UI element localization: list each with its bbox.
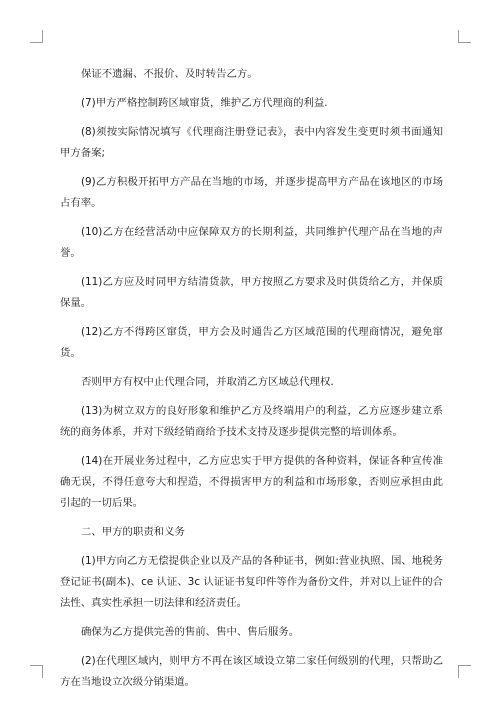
crop-mark-bottom-right: [458, 665, 471, 678]
paragraph-duty-2: (2)在代理区域内，则甲方不再在该区域设立第二家任何级别的代理，只帮助乙方在当地设立次级分销渠道。: [60, 655, 443, 688]
paragraph-clause-9: (9)乙方积极开拓甲方产品在当地的市场，并逐步提高甲方产品在该地区的市场占有率。: [60, 176, 443, 209]
paragraph-clause-7: (7)甲方严格控制跨区域窜货，维护乙方代理商的利益.: [81, 97, 328, 109]
paragraph-clause-10: (10)乙方在经营活动中应保障双方的长期利益，共同维护代理产品在当地的声誉。: [60, 226, 443, 259]
crop-mark-top-right: [458, 30, 471, 43]
crop-mark-top-left: [30, 30, 43, 43]
document-body: [60, 64, 443, 701]
paragraph-continuation: 保证不遗漏、不报价、及时转告乙方。: [81, 68, 258, 80]
crop-mark-bottom-left: [30, 665, 43, 678]
paragraph-clause-13: (13)为树立双方的良好形象和维护乙方及终端用户的利益，乙方应逐步建立系统的商务体系，并对下级经销商给予技术支持及逐步提供完整的培训体系。: [60, 405, 443, 438]
paragraph-clause-14: (14)在开展业务过程中，乙方应忠实于甲方提供的各种资料，保证各种宣传准确无误，不得任意夸大和捏造，不得损害甲方的利益和市场形象，否则应承担由此引起的一切后果。: [60, 455, 443, 509]
paragraph-clause-12-continued: 否则甲方有权中止代理合同，并取消乙方区域总代理权.: [81, 376, 334, 388]
paragraph-clause-11: (11)乙方应及时同甲方结清货款，甲方按照乙方要求及时供货给乙方，并保质保量。: [60, 276, 443, 309]
paragraph-duty-1: (1)甲方向乙方无偿提供企业以及产品的各种证书，例如:营业执照、国、地税务登记证书(副本)、ce 认证、3c 认证证书复印件等作为备份文件，并对以上证件的合法性、真实性承担一切法律和经济责任。: [60, 555, 443, 609]
section-heading-party-a-duties: 二、甲方的职责和义务: [81, 526, 185, 538]
paragraph-clause-12: (12)乙方不得跨区窜货，甲方会及时通告乙方区域范围的代理商情况，避免窜货。: [60, 326, 443, 359]
paragraph-duty-1-continued: 确保为乙方提供完善的售前、售中、售后服务。: [81, 626, 300, 638]
paragraph-clause-8: (8)须按实际情况填写《代理商注册登记表》，表中内容发生变更时须书面通知甲方备案;: [60, 126, 443, 159]
